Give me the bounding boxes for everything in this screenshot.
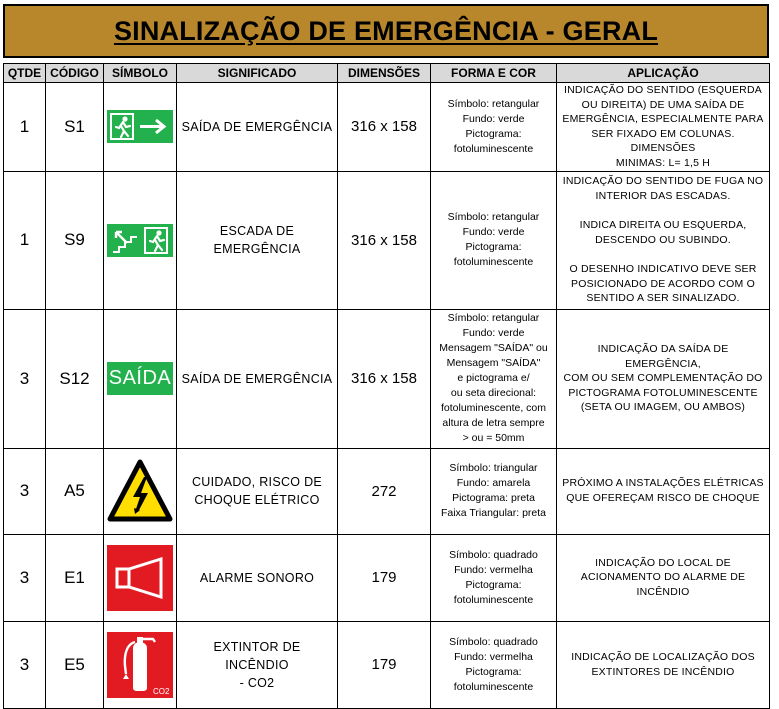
row-forma-cor: Símbolo: quadrado Fundo: vermelha Pictograma: fotoluminescente bbox=[431, 621, 557, 708]
row-dimensoes: 316 x 158 bbox=[338, 171, 431, 309]
row-dimensoes: 179 bbox=[338, 621, 431, 708]
row-qtde: 1 bbox=[4, 83, 46, 172]
row-forma-cor: Símbolo: quadrado Fundo: vermelha Pictograma: fotoluminescente bbox=[431, 534, 557, 621]
row-significado: SAÍDA DE EMERGÊNCIA bbox=[177, 83, 338, 172]
table-row bbox=[4, 448, 770, 534]
title-bar bbox=[3, 4, 769, 58]
row-simbolo bbox=[104, 83, 177, 172]
header-qtde: QTDE bbox=[4, 64, 46, 83]
row-aplicacao: PRÓXIMO A INSTALAÇÕES ELÉTRICAS QUE OFEREÇAM RISCO DE CHOQUE bbox=[557, 448, 770, 534]
row-qtde: 1 bbox=[4, 171, 46, 309]
row-dimensoes: 316 x 158 bbox=[338, 309, 431, 448]
row-simbolo bbox=[104, 171, 177, 309]
exit-arrow-right-icon bbox=[107, 110, 173, 143]
row-forma-cor: Símbolo: triangular Fundo: amarela Pictograma: preta Faixa Triangular: preta bbox=[431, 448, 557, 534]
row-aplicacao: INDICAÇÃO DO SENTIDO DE FUGA NO INTERIOR DAS ESCADAS. INDICA DIREITA OU ESQUERDA, DESCENDO OU SUBINDO. O DESENHO INDICATIVO DEVE SER POSICIONADO DE ACORDO COM O SENTIDO A SER SINALIZADO. bbox=[557, 171, 770, 309]
row-aplicacao: INDICAÇÃO DE LOCALIZAÇÃO DOS EXTINTORES DE INCÊNDIO bbox=[557, 621, 770, 708]
saida-text-sign-icon: SAÍDA bbox=[107, 362, 173, 395]
table-row bbox=[4, 621, 770, 708]
header-codigo: CÓDIGO bbox=[46, 64, 104, 83]
table-row bbox=[4, 309, 770, 448]
header-significado: SIGNIFICADO bbox=[177, 64, 338, 83]
row-codigo: S12 bbox=[46, 309, 104, 448]
row-significado: ALARME SONORO bbox=[177, 534, 338, 621]
table-row bbox=[4, 83, 770, 172]
table-header-row bbox=[4, 64, 770, 83]
electric-shock-warning-icon bbox=[107, 459, 173, 523]
row-codigo: S9 bbox=[46, 171, 104, 309]
co2-label: CO2 bbox=[153, 686, 170, 696]
row-forma-cor: Símbolo: retangular Fundo: verde Pictograma: fotoluminescente bbox=[431, 83, 557, 172]
row-qtde: 3 bbox=[4, 309, 46, 448]
row-simbolo bbox=[104, 448, 177, 534]
header-forma-cor: FORMA E COR bbox=[431, 64, 557, 83]
row-significado: CUIDADO, RISCO DE CHOQUE ELÉTRICO bbox=[177, 448, 338, 534]
row-significado: SAÍDA DE EMERGÊNCIA bbox=[177, 309, 338, 448]
row-codigo: E5 bbox=[46, 621, 104, 708]
row-simbolo bbox=[104, 309, 177, 448]
sound-alarm-horn-icon bbox=[107, 545, 173, 611]
table-row bbox=[4, 534, 770, 621]
header-simbolo: SÍMBOLO bbox=[104, 64, 177, 83]
row-significado: EXTINTOR DE INCÊNDIO - CO2 bbox=[177, 621, 338, 708]
row-qtde: 3 bbox=[4, 448, 46, 534]
row-simbolo bbox=[104, 621, 177, 708]
row-aplicacao: INDICAÇÃO DA SAÍDA DE EMERGÊNCIA, COM OU SEM COMPLEMENTAÇÃO DO PICTOGRAMA FOTOLUMINESCENTE (SETA OU IMAGEM, OU AMBOS) bbox=[557, 309, 770, 448]
header-aplicacao: APLICAÇÃO bbox=[557, 64, 770, 83]
row-qtde: 3 bbox=[4, 621, 46, 708]
row-dimensoes: 272 bbox=[338, 448, 431, 534]
row-codigo: S1 bbox=[46, 83, 104, 172]
signs-table bbox=[3, 63, 770, 709]
emergency-stairs-icon bbox=[107, 224, 173, 257]
row-forma-cor: Símbolo: retangular Fundo: verde Pictograma: fotoluminescente bbox=[431, 171, 557, 309]
row-aplicacao: INDICAÇÃO DO LOCAL DE ACIONAMENTO DO ALARME DE INCÊNDIO bbox=[557, 534, 770, 621]
fire-extinguisher-co2-icon bbox=[107, 632, 173, 698]
page-title: SINALIZAÇÃO DE EMERGÊNCIA - GERAL bbox=[113, 15, 659, 46]
table-row bbox=[4, 171, 770, 309]
row-codigo: E1 bbox=[46, 534, 104, 621]
row-simbolo bbox=[104, 534, 177, 621]
row-qtde: 3 bbox=[4, 534, 46, 621]
row-dimensoes: 179 bbox=[338, 534, 431, 621]
header-dimensoes: DIMENSÕES bbox=[338, 64, 431, 83]
row-aplicacao: INDICAÇÃO DO SENTIDO (ESQUERDA OU DIREITA) DE UMA SAÍDA DE EMERGÊNCIA, ESPECIALMENTE PARA SER FIXADO EM COLUNAS. DIMENSÕES MINIMAS: L= 1,5 H bbox=[557, 83, 770, 172]
row-forma-cor: Símbolo: retangular Fundo: verde Mensagem "SAÍDA" ou Mensagem "SAÍDA" e pictograma e/ ou seta direcional: fotoluminescente, com altura de letra sempre > ou = 50mm bbox=[431, 309, 557, 448]
row-codigo: A5 bbox=[46, 448, 104, 534]
row-dimensoes: 316 x 158 bbox=[338, 83, 431, 172]
row-significado: ESCADA DE EMERGÊNCIA bbox=[177, 171, 338, 309]
